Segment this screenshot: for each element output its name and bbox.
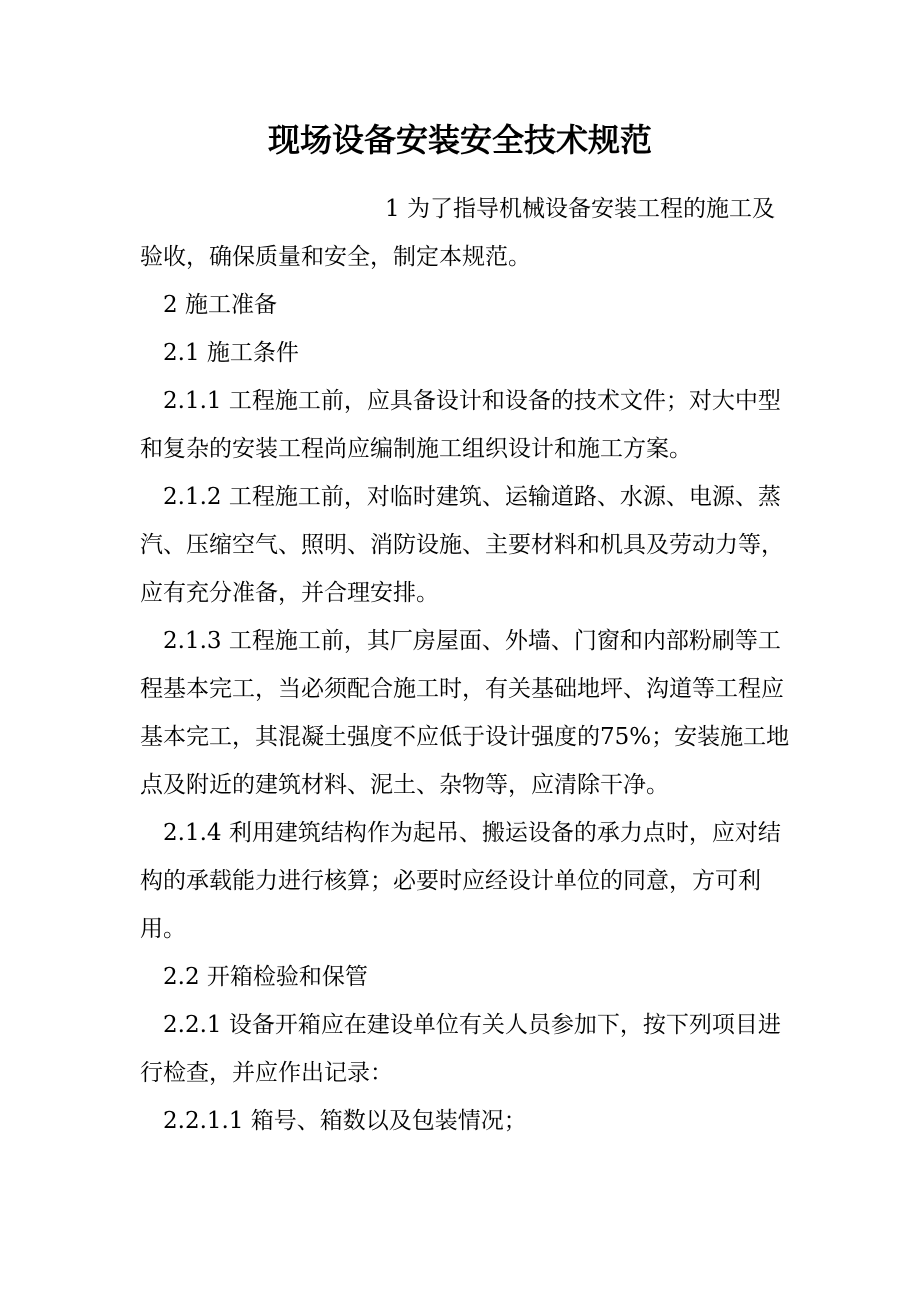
- paragraph-1-purpose: 1 为了指导机械设备安装工程的施工及验收，确保质量和安全，制定本规范。: [140, 196, 775, 270]
- heading-2-1-construction-conditions: 2.1 施工条件: [163, 340, 299, 366]
- document-body: [140, 185, 790, 1145]
- paragraph-2-2-1: 2.2.1 设备开箱应在建设单位有关人员参加下，按下列项目进行检查，并应作出记录：: [140, 1012, 781, 1086]
- heading-2-construction-preparation: 2 施工准备: [163, 292, 277, 318]
- paragraph-2-1-4: 2.1.4 利用建筑结构作为起吊、搬运设备的承力点时，应对结构的承载能力进行核算；必要时应经设计单位的同意，方可利用。: [140, 820, 781, 942]
- paragraph-2-1-2: 2.1.2 工程施工前，对临时建筑、运输道路、水源、电源、蒸汽、压缩空气、照明、消防设施、主要材料和机具及劳动力等，应有充分准备，并合理安排。: [140, 484, 784, 606]
- heading-2-2-unpacking-inspection: 2.2 开箱检验和保管: [163, 964, 368, 990]
- paragraph-2-2-1-1: 2.2.1.1 箱号、箱数以及包装情况；: [163, 1108, 527, 1134]
- paragraph-2-1-3: 2.1.3 工程施工前，其厂房屋面、外墙、门窗和内部粉刷等工程基本完工，当必须配合施工时，有关基础地坪、沟道等工程应基本完工，其混凝土强度不应低于设计强度的75%；安装施工地点及附近的建筑材料、泥土、杂物等，应清除干净。: [140, 628, 790, 798]
- paragraph-2-1-1: 2.1.1 工程施工前，应具备设计和设备的技术文件；对大中型和复杂的安装工程尚应编制施工组织设计和施工方案。: [140, 388, 781, 462]
- document-title: 现场设备安装安全技术规范: [267, 121, 652, 159]
